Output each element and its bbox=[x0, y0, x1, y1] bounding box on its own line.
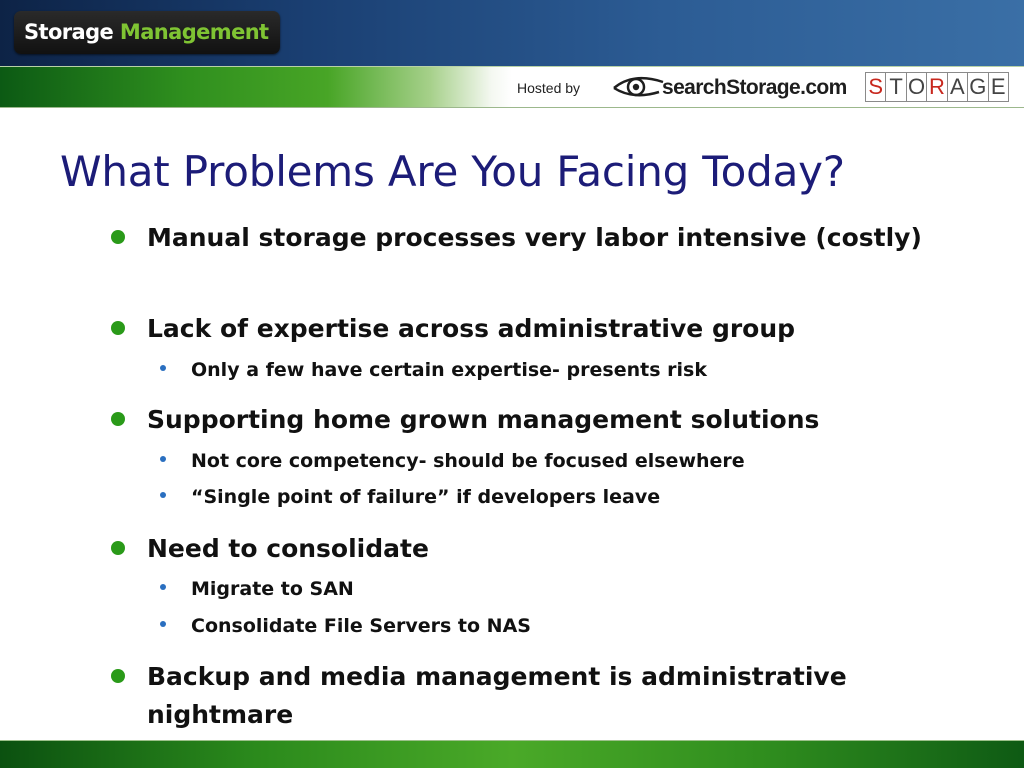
storage-logo-letter: S bbox=[866, 73, 886, 101]
sub-bullet-text: Not core competency- should be focused elsewhere bbox=[191, 450, 745, 472]
sub-bullet-dot bbox=[160, 365, 166, 371]
logo-text bbox=[24, 20, 269, 44]
slide-title: What Problems Are You Facing Today? bbox=[60, 147, 845, 196]
bullet-dot bbox=[111, 321, 125, 335]
sub-bullet-text: Migrate to SAN bbox=[191, 578, 354, 600]
footer-green-band bbox=[0, 740, 1024, 768]
sub-bullet-dot bbox=[160, 584, 166, 590]
bullet-dot bbox=[111, 669, 125, 683]
searchstorage-logo-text: searchStorage.com bbox=[662, 76, 847, 99]
hosted-by-label: Hosted by bbox=[517, 80, 581, 96]
bullet-dot bbox=[111, 541, 125, 555]
sub-bullet-text: Only a few have certain expertise- presents risk bbox=[191, 359, 707, 381]
storage-logo-letter: G bbox=[968, 73, 988, 101]
storage-logo-letter: O bbox=[907, 73, 927, 101]
storage-logo-letter: A bbox=[948, 73, 968, 101]
logo-word-management: Management bbox=[119, 20, 269, 44]
sub-bullet-dot bbox=[160, 492, 166, 498]
storage-logo-letter: R bbox=[927, 73, 947, 101]
bullet-text: Supporting home grown management solutions bbox=[147, 405, 820, 434]
storage-logo-letter: E bbox=[990, 74, 1006, 99]
logo-word-storage: Storage bbox=[24, 20, 114, 44]
sub-bullet-dot bbox=[160, 456, 166, 462]
bullet-text: Manual storage processes very labor intensive (costly) bbox=[147, 223, 922, 252]
sub-bullet-text: Consolidate File Servers to NAS bbox=[191, 615, 531, 637]
bullet-text: Lack of expertise across administrative group bbox=[147, 314, 796, 343]
storage-logo-letter: T bbox=[886, 73, 906, 101]
sub-bullet-dot bbox=[160, 621, 166, 627]
bullet-dot bbox=[111, 230, 125, 244]
sub-bullet-text: “Single point of failure” if developers leave bbox=[191, 486, 661, 508]
bullet-text: Need to consolidate bbox=[147, 534, 429, 563]
bullet-text: Backup and media management is administrative nightmare bbox=[147, 662, 847, 729]
storage-magazine-logo bbox=[865, 72, 1009, 102]
bullet-dot bbox=[111, 412, 125, 426]
